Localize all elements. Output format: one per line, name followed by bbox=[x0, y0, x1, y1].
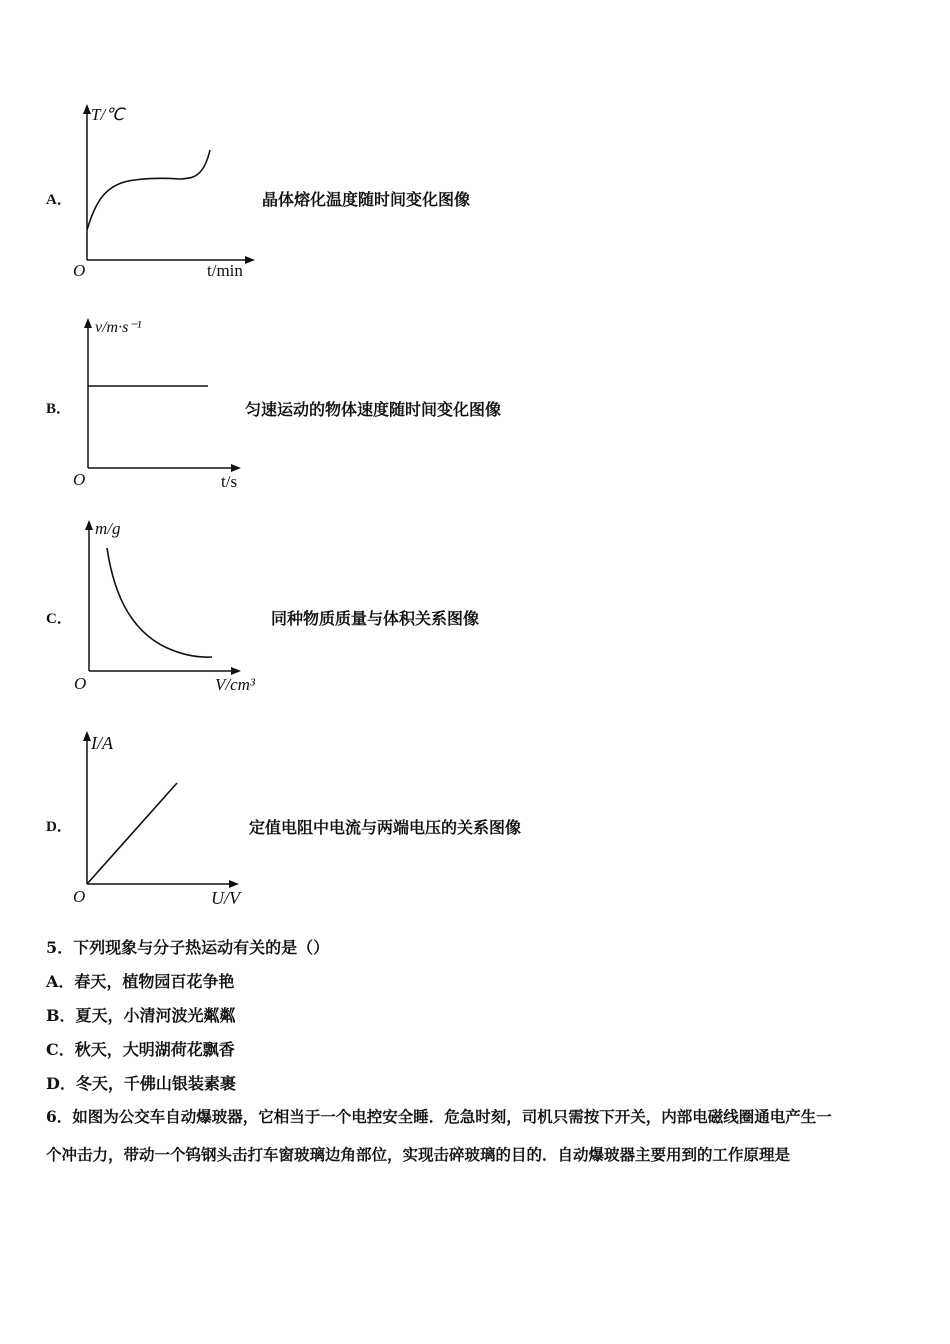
graph-c-y-label: m/g bbox=[95, 519, 121, 538]
graph-b-x-arrow bbox=[231, 464, 241, 472]
option-b-caption: 匀速运动的物体速度随时间变化图像 bbox=[245, 400, 502, 419]
q5-choice-a: A．春天，植物园百花争艳 bbox=[46, 972, 235, 991]
option-a-letter: A． bbox=[46, 192, 72, 208]
graph-c-origin: O bbox=[74, 674, 87, 693]
graph-a-y-label: T/℃ bbox=[91, 105, 125, 124]
q5-choice-d: D．冬天，千佛山银装素裹 bbox=[46, 1074, 236, 1093]
option-d-caption: 定值电阻中电流与两端电压的关系图像 bbox=[249, 818, 522, 837]
graph-a-x-arrow bbox=[245, 256, 255, 264]
graph-a bbox=[65, 98, 265, 283]
graph-b bbox=[65, 310, 265, 495]
graph-d-y-arrow bbox=[83, 731, 91, 741]
option-c-caption: 同种物质质量与体积关系图像 bbox=[271, 609, 480, 628]
option-b-letter: B． bbox=[46, 401, 72, 417]
graph-c bbox=[65, 512, 280, 697]
q5-stem: 5．下列现象与分子热运动有关的是（） bbox=[46, 938, 330, 957]
q6-line-1: 6．如图为公交车自动爆玻器，它相当于一个电控安全睡．危急时刻，司机只需按下开关，内部电磁线圈通电产生一 bbox=[46, 1107, 832, 1126]
q6-line-2: 个冲击力，带动一个钨钢头击打车窗玻璃边角部位，实现击碎玻璃的目的．自动爆玻器主要用到的工作原理是 bbox=[46, 1145, 791, 1164]
graph-c-y-arrow bbox=[85, 520, 93, 530]
option-c-letter: C． bbox=[46, 611, 72, 627]
graph-d-origin: O bbox=[73, 887, 86, 906]
graph-d-x-label: U/V bbox=[211, 888, 240, 908]
graph-d-y-label: I/A bbox=[91, 733, 113, 753]
graph-d bbox=[65, 725, 265, 910]
option-d-letter: D． bbox=[46, 819, 72, 835]
graph-a-curve bbox=[87, 150, 210, 230]
option-a-caption: 晶体熔化温度随时间变化图像 bbox=[262, 190, 471, 209]
q5-choice-c: C．秋天，大明湖荷花飘香 bbox=[46, 1040, 235, 1059]
graph-b-origin: O bbox=[73, 470, 86, 489]
q5-choice-b: B．夏天，小清河波光粼粼 bbox=[46, 1006, 236, 1025]
graph-a-x-label: t/min bbox=[207, 261, 243, 280]
graph-b-y-arrow bbox=[84, 318, 92, 328]
graph-c-x-arrow bbox=[231, 667, 241, 675]
graph-b-y-label: v/m·s⁻¹ bbox=[95, 319, 142, 336]
graph-c-curve bbox=[107, 548, 212, 657]
graph-b-x-label: t/s bbox=[221, 472, 238, 491]
graph-a-origin: O bbox=[73, 261, 86, 280]
graph-d-line bbox=[87, 783, 177, 884]
graph-c-x-label: V/cm³ bbox=[215, 675, 256, 694]
graph-a-y-arrow bbox=[83, 104, 91, 114]
graph-d-x-arrow bbox=[229, 880, 239, 888]
